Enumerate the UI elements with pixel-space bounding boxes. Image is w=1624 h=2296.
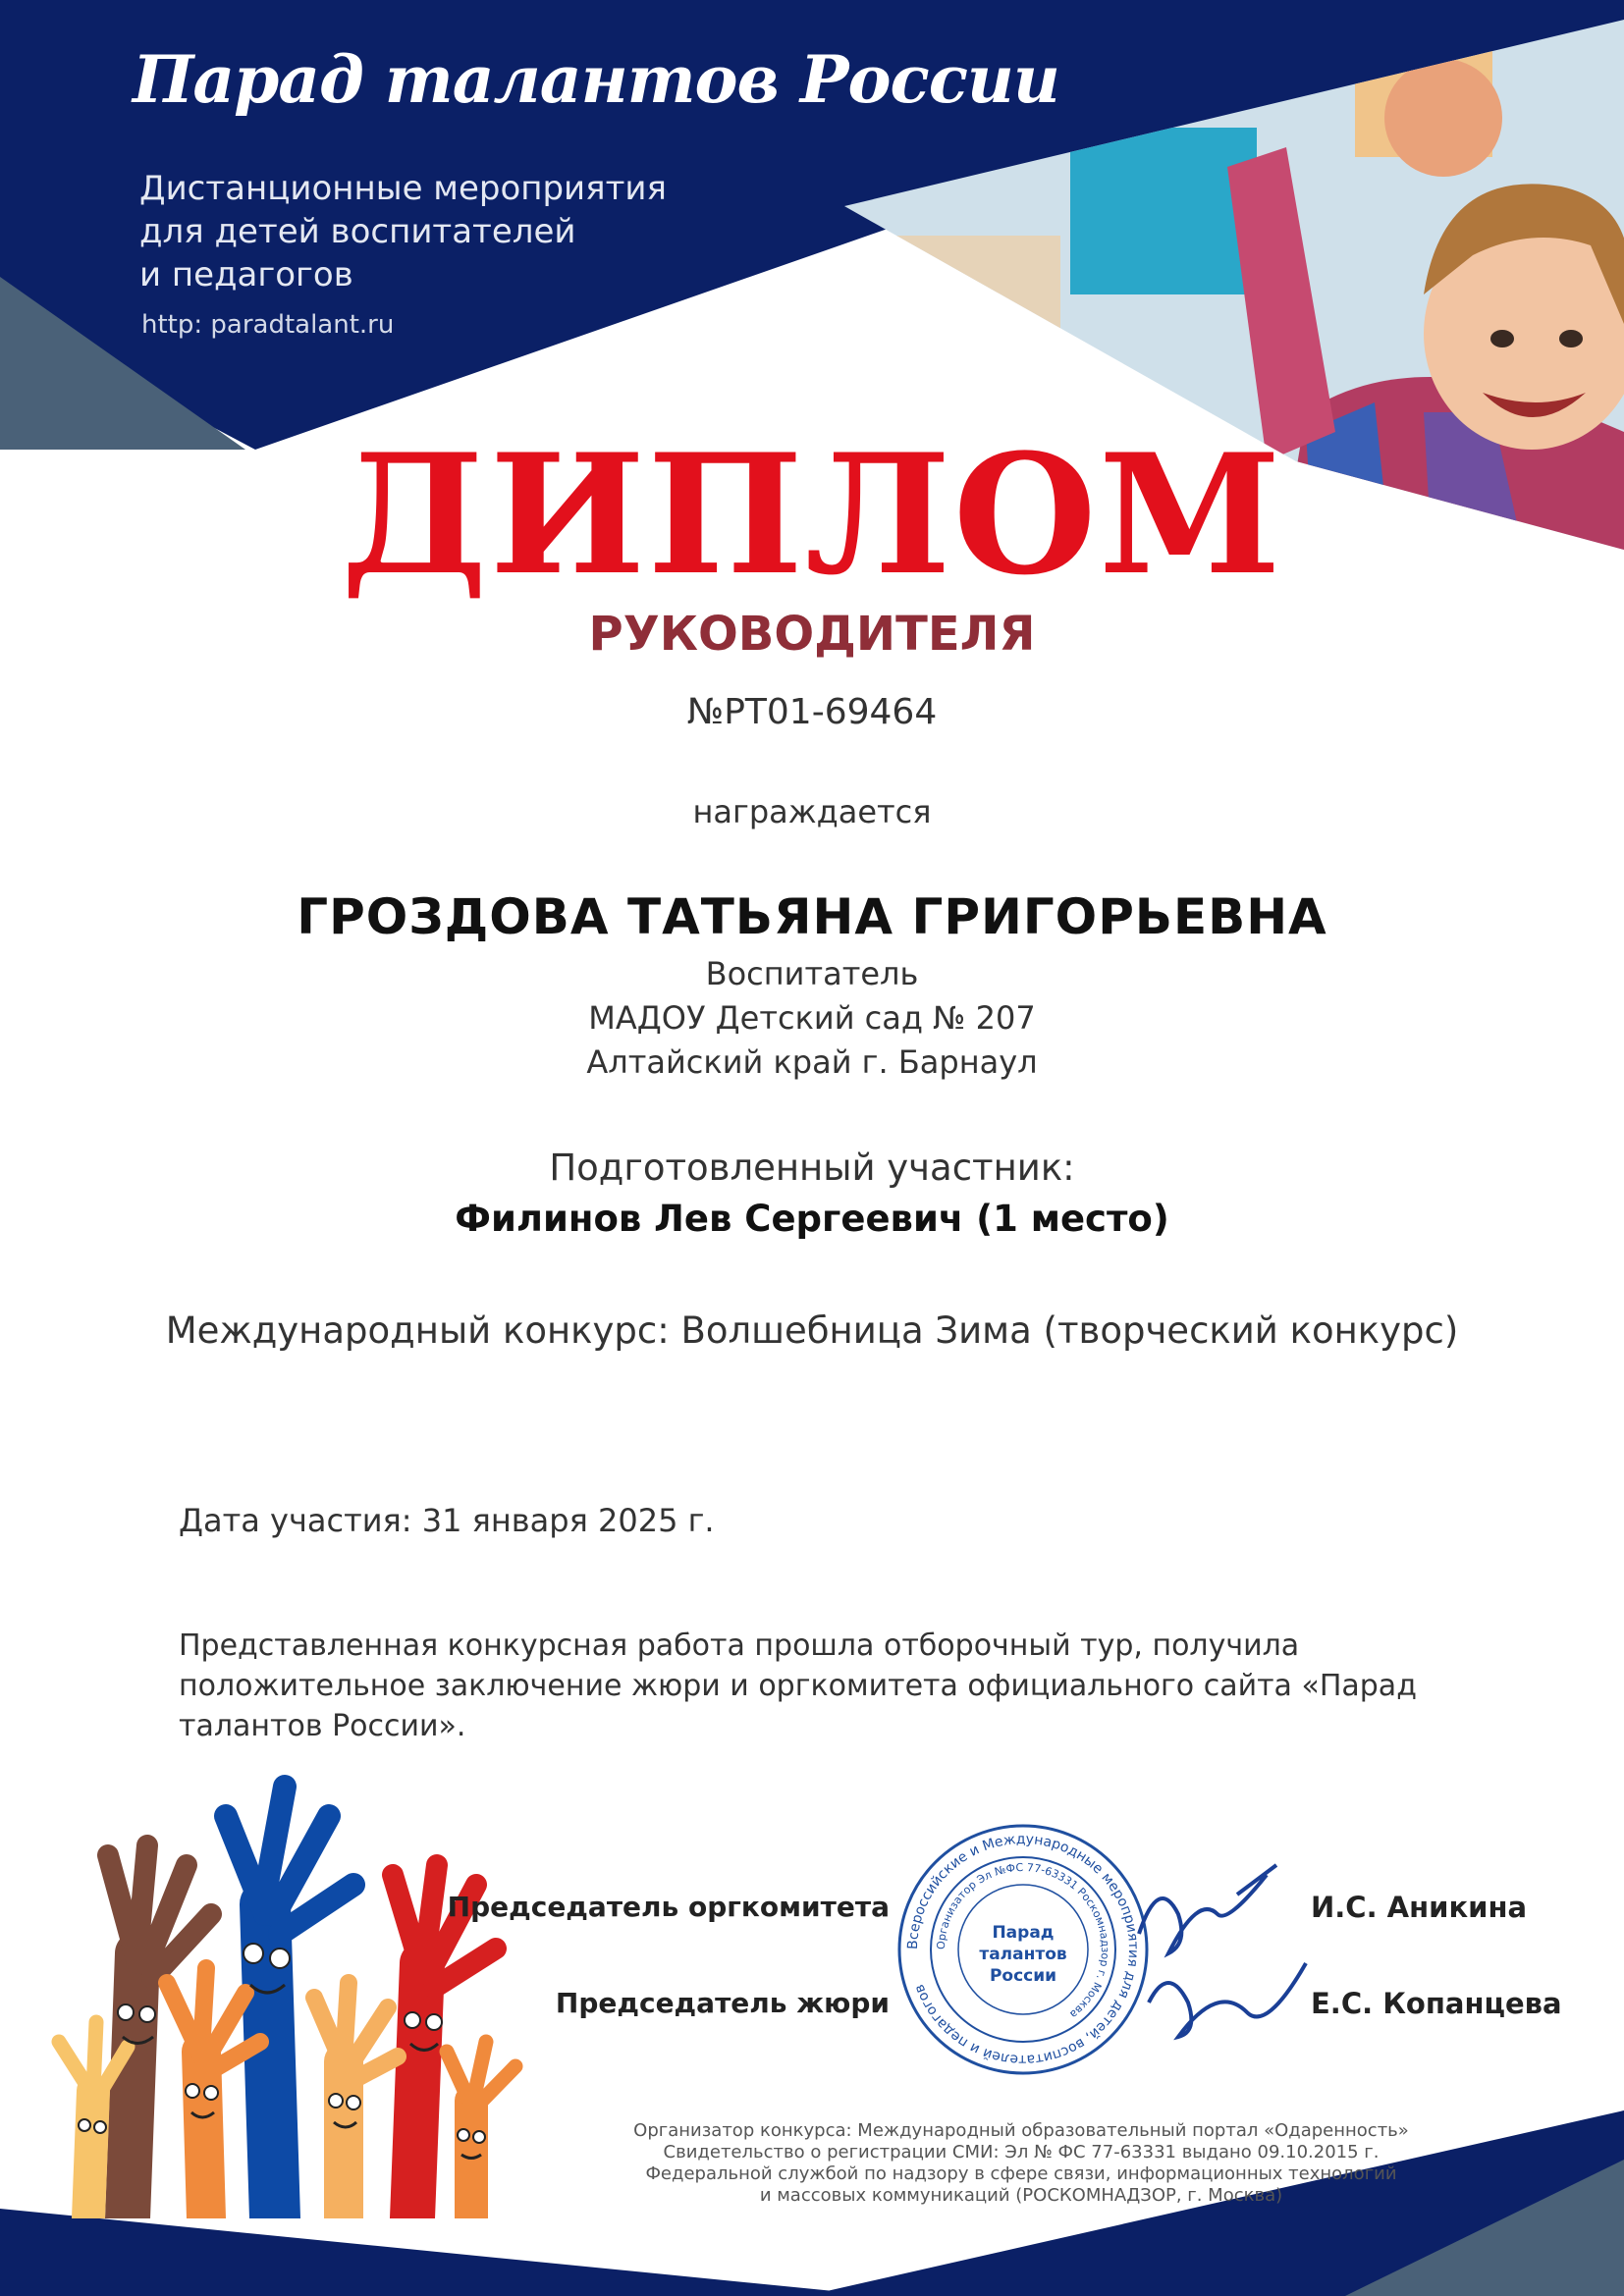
chair-organizing-committee-name: И.С. Аникина xyxy=(1311,1891,1528,1924)
diploma-title: ДИПЛОМ xyxy=(341,417,1283,612)
brand-subtitle-line-1: Дистанционные мероприятия xyxy=(139,169,667,208)
prepared-participant-label: Подготовленный участник: xyxy=(549,1147,1075,1189)
chair-organizing-committee-label: Председатель оргкомитета xyxy=(447,1891,890,1923)
brand-subtitle xyxy=(139,167,689,296)
chair-jury-label: Председатель жюри xyxy=(555,1987,890,2019)
participant-name: Филинов Лев Сергеевич (1 место) xyxy=(455,1198,1169,1240)
chair-jury-name: Е.С. Копанцева xyxy=(1311,1987,1562,2020)
stamp-ring-text: Всероссийские и Международные мероприятия для детей, воспитателей и педагогов xyxy=(904,1831,1142,2068)
stamp-center-line-1: Парад xyxy=(992,1923,1055,1943)
footer-line-3: Федеральной службой по надзору в сфере связи, информационных технологий xyxy=(645,2163,1397,2184)
footer-organizer-info xyxy=(550,2120,1492,2207)
brand-subtitle-line-2: для детей воспитателей xyxy=(139,212,576,251)
recipient-organization: МАДОУ Детский сад № 207 xyxy=(588,999,1036,1037)
footer-line-2: Свидетельство о регистрации СМИ: Эл № ФС 77-63331 выдано 09.10.2015 г. xyxy=(663,2142,1380,2163)
diploma-subtitle: РУКОВОДИТЕЛЯ xyxy=(588,607,1036,662)
recipient-position: Воспитатель xyxy=(705,955,919,992)
site-url: http: paradtalant.ru xyxy=(141,310,395,340)
footer-line-4: и массовых коммуникаций (РОСКОМНАДЗОР, г. Москва) xyxy=(759,2185,1283,2206)
official-stamp xyxy=(895,1822,1151,2077)
description-text: Представленная конкурсная работа прошла отборочный тур, получила положительное заключение жюри и оргкомитета официального сайта «Парад талантов России». xyxy=(179,1629,1417,1743)
brand-subtitle-line-3: и педагогов xyxy=(139,255,353,294)
stamp-inner-text: Организатор Эл №ФС 77-63331 Роскомнадзор г. Москва xyxy=(934,1860,1112,2021)
recipient-info xyxy=(0,952,1624,1085)
recipient-name: ГРОЗДОВА ТАТЬЯНА ГРИГОРЬЕВНА xyxy=(297,888,1327,945)
diploma-number: №РТ01-69464 xyxy=(686,692,938,732)
recipient-location: Алтайский край г. Барнаул xyxy=(586,1043,1038,1081)
awarded-text: награждается xyxy=(692,793,932,830)
handwritten-signatures xyxy=(1119,1855,1316,2052)
brand-title: Парад талантов России xyxy=(133,41,1059,118)
contest-name: Международный конкурс: Волшебница Зима (творческий конкурс) xyxy=(165,1309,1459,1352)
participation-date: Дата участия: 31 января 2025 г. xyxy=(179,1502,715,1539)
footer-line-1: Организатор конкурса: Международный образовательный портал «Одаренность» xyxy=(633,2120,1409,2141)
stamp-center-line-3: России xyxy=(989,1966,1057,1986)
stamp-center-line-2: талантов xyxy=(979,1945,1067,1964)
footer-navy-left xyxy=(0,2209,884,2296)
